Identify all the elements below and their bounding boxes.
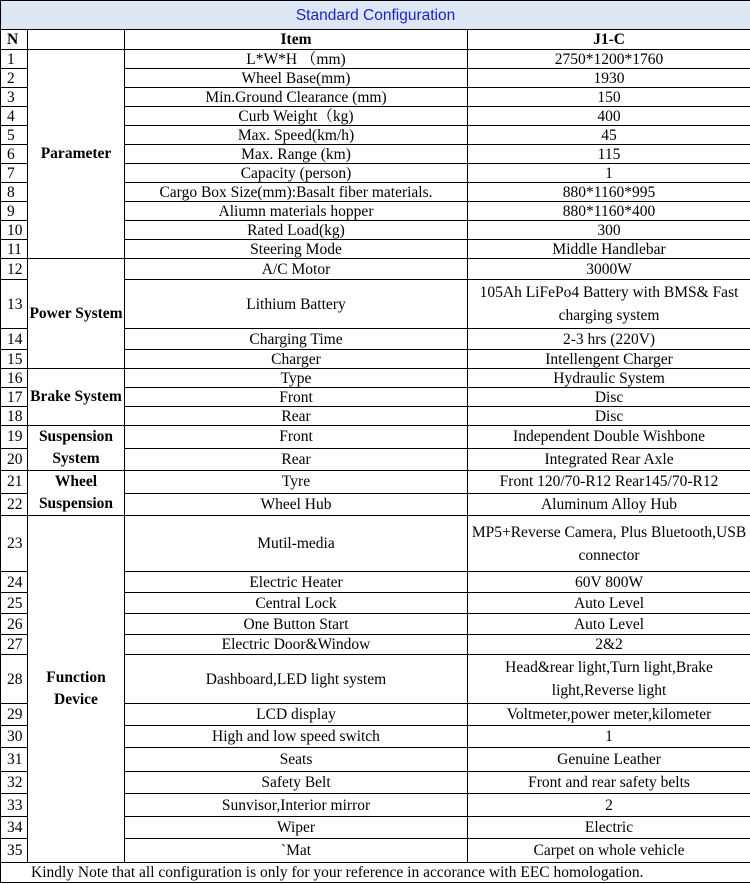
value-cell: MP5+Reverse Camera, Plus Bluetooth,USB connector: [468, 516, 750, 572]
item-cell: Max. Speed(km/h): [125, 126, 468, 145]
value-cell: 1: [468, 164, 750, 183]
row-number: 6: [1, 145, 28, 164]
value-cell: 115: [468, 145, 750, 164]
item-cell: Front: [125, 388, 468, 407]
item-cell: Rear: [125, 407, 468, 426]
item-cell: Front: [125, 426, 468, 449]
item-cell: Aliumn materials hopper: [125, 202, 468, 221]
value-cell: Middle Handlebar: [468, 240, 750, 259]
value-cell: 400: [468, 107, 750, 126]
header-item: Item: [125, 30, 468, 50]
item-cell: Charging Time: [125, 329, 468, 350]
item-cell: LCD display: [125, 704, 468, 726]
row-number: 8: [1, 183, 28, 202]
row-number: 30: [1, 726, 28, 748]
item-cell: Mutil-media: [125, 516, 468, 572]
category-suspension-system: Suspension System: [28, 426, 125, 471]
category-wheel-suspension: Wheel Suspension: [28, 471, 125, 516]
row-number: 31: [1, 748, 28, 772]
row-number: 10: [1, 221, 28, 240]
table-row: [1, 516, 750, 572]
header-row: [1, 30, 750, 50]
item-cell: Steering Mode: [125, 240, 468, 259]
row-number: 11: [1, 240, 28, 259]
category-parameter: Parameter: [28, 50, 125, 259]
row-number: 5: [1, 126, 28, 145]
value-cell: 2: [468, 794, 750, 817]
item-cell: Rated Load(kg): [125, 221, 468, 240]
value-cell: 1: [468, 726, 750, 748]
value-cell: Disc: [468, 407, 750, 426]
header-n: N: [1, 30, 28, 50]
row-number: 21: [1, 471, 28, 494]
item-cell: Cargo Box Size(mm):Basalt fiber materials.: [125, 183, 468, 202]
value-cell: 1930: [468, 69, 750, 88]
table-row: [1, 50, 750, 69]
value-cell: Auto Level: [468, 593, 750, 614]
value-cell: Hydraulic System: [468, 369, 750, 388]
item-cell: Electric Heater: [125, 572, 468, 593]
value-cell: Genuine Leather: [468, 748, 750, 772]
category-brake-system: Brake System: [28, 369, 125, 426]
value-cell: 880*1160*400: [468, 202, 750, 221]
row-number: 26: [1, 614, 28, 635]
row-number: 25: [1, 593, 28, 614]
row-number: 13: [1, 280, 28, 329]
title-row: [1, 1, 750, 30]
value-cell: 300: [468, 221, 750, 240]
item-cell: L*W*H （mm): [125, 50, 468, 69]
item-cell: Electric Door&Window: [125, 635, 468, 655]
item-cell: Charger: [125, 350, 468, 369]
row-number: 1: [1, 50, 28, 69]
value-cell: 3000W: [468, 259, 750, 280]
row-number: 34: [1, 817, 28, 839]
row-number: 22: [1, 493, 28, 516]
value-cell: Front and rear safety belts: [468, 772, 750, 794]
row-number: 17: [1, 388, 28, 407]
item-cell: Lithium Battery: [125, 280, 468, 329]
row-number: 16: [1, 369, 28, 388]
value-cell: 2750*1200*1760: [468, 50, 750, 69]
value-cell: Aluminum Alloy Hub: [468, 493, 750, 516]
row-number: 15: [1, 350, 28, 369]
item-cell: Rear: [125, 448, 468, 471]
item-cell: Capacity (person): [125, 164, 468, 183]
value-cell: Electric: [468, 817, 750, 839]
value-cell: Integrated Rear Axle: [468, 448, 750, 471]
row-number: 20: [1, 448, 28, 471]
item-cell: Dashboard,LED light system: [125, 655, 468, 704]
row-number: 29: [1, 704, 28, 726]
item-cell: Sunvisor,Interior mirror: [125, 794, 468, 817]
row-number: 9: [1, 202, 28, 221]
category-power-system: Power System: [28, 259, 125, 369]
row-number: 2: [1, 69, 28, 88]
row-number: 35: [1, 839, 28, 863]
value-cell: Intellengent Charger: [468, 350, 750, 369]
value-cell: Head&rear light,Turn light,Brake light,Reverse light: [468, 655, 750, 704]
table-row: [1, 471, 750, 494]
table-row: [1, 259, 750, 280]
row-number: 27: [1, 635, 28, 655]
value-cell: 150: [468, 88, 750, 107]
value-cell: Front 120/70-R12 Rear145/70-R12: [468, 471, 750, 494]
row-number: 28: [1, 655, 28, 704]
value-cell: 2&2: [468, 635, 750, 655]
value-cell: Voltmeter,power meter,kilometer: [468, 704, 750, 726]
item-cell: Min.Ground Clearance (mm): [125, 88, 468, 107]
row-number: 32: [1, 772, 28, 794]
table-row: [1, 369, 750, 388]
table-title: Standard Configuration: [1, 1, 750, 30]
row-number: 4: [1, 107, 28, 126]
value-cell: 880*1160*995: [468, 183, 750, 202]
item-cell: Tyre: [125, 471, 468, 494]
row-number: 12: [1, 259, 28, 280]
item-cell: One Button Start: [125, 614, 468, 635]
row-number: 33: [1, 794, 28, 817]
value-cell: Disc: [468, 388, 750, 407]
item-cell: Central Lock: [125, 593, 468, 614]
row-number: 18: [1, 407, 28, 426]
value-cell: 60V 800W: [468, 572, 750, 593]
item-cell: Curb Weight（kg): [125, 107, 468, 126]
item-cell: `Mat: [125, 839, 468, 863]
item-cell: Seats: [125, 748, 468, 772]
value-cell: Independent Double Wishbone: [468, 426, 750, 449]
item-cell: Wheel Base(mm): [125, 69, 468, 88]
row-number: 23: [1, 516, 28, 572]
value-cell: 105Ah LiFePo4 Battery with BMS& Fast charging system: [468, 280, 750, 329]
item-cell: A/C Motor: [125, 259, 468, 280]
category-function-device: Function Device: [28, 516, 125, 863]
value-cell: 2-3 hrs (220V): [468, 329, 750, 350]
item-cell: Wiper: [125, 817, 468, 839]
row-number: 19: [1, 426, 28, 449]
value-cell: 45: [468, 126, 750, 145]
item-cell: Max. Range (km): [125, 145, 468, 164]
item-cell: Safety Belt: [125, 772, 468, 794]
row-number: 3: [1, 88, 28, 107]
item-cell: High and low speed switch: [125, 726, 468, 748]
value-cell: Carpet on whole vehicle: [468, 839, 750, 863]
table-row: [1, 426, 750, 449]
row-number: 24: [1, 572, 28, 593]
row-number: 7: [1, 164, 28, 183]
note-row: [1, 863, 750, 883]
value-cell: Auto Level: [468, 614, 750, 635]
footnote: Kindly Note that all configuration is only for your reference in accorance with EEC homologation.: [1, 863, 750, 883]
item-cell: Wheel Hub: [125, 493, 468, 516]
header-model: J1-C: [468, 30, 750, 50]
header-category: [28, 30, 125, 50]
item-cell: Type: [125, 369, 468, 388]
row-number: 14: [1, 329, 28, 350]
